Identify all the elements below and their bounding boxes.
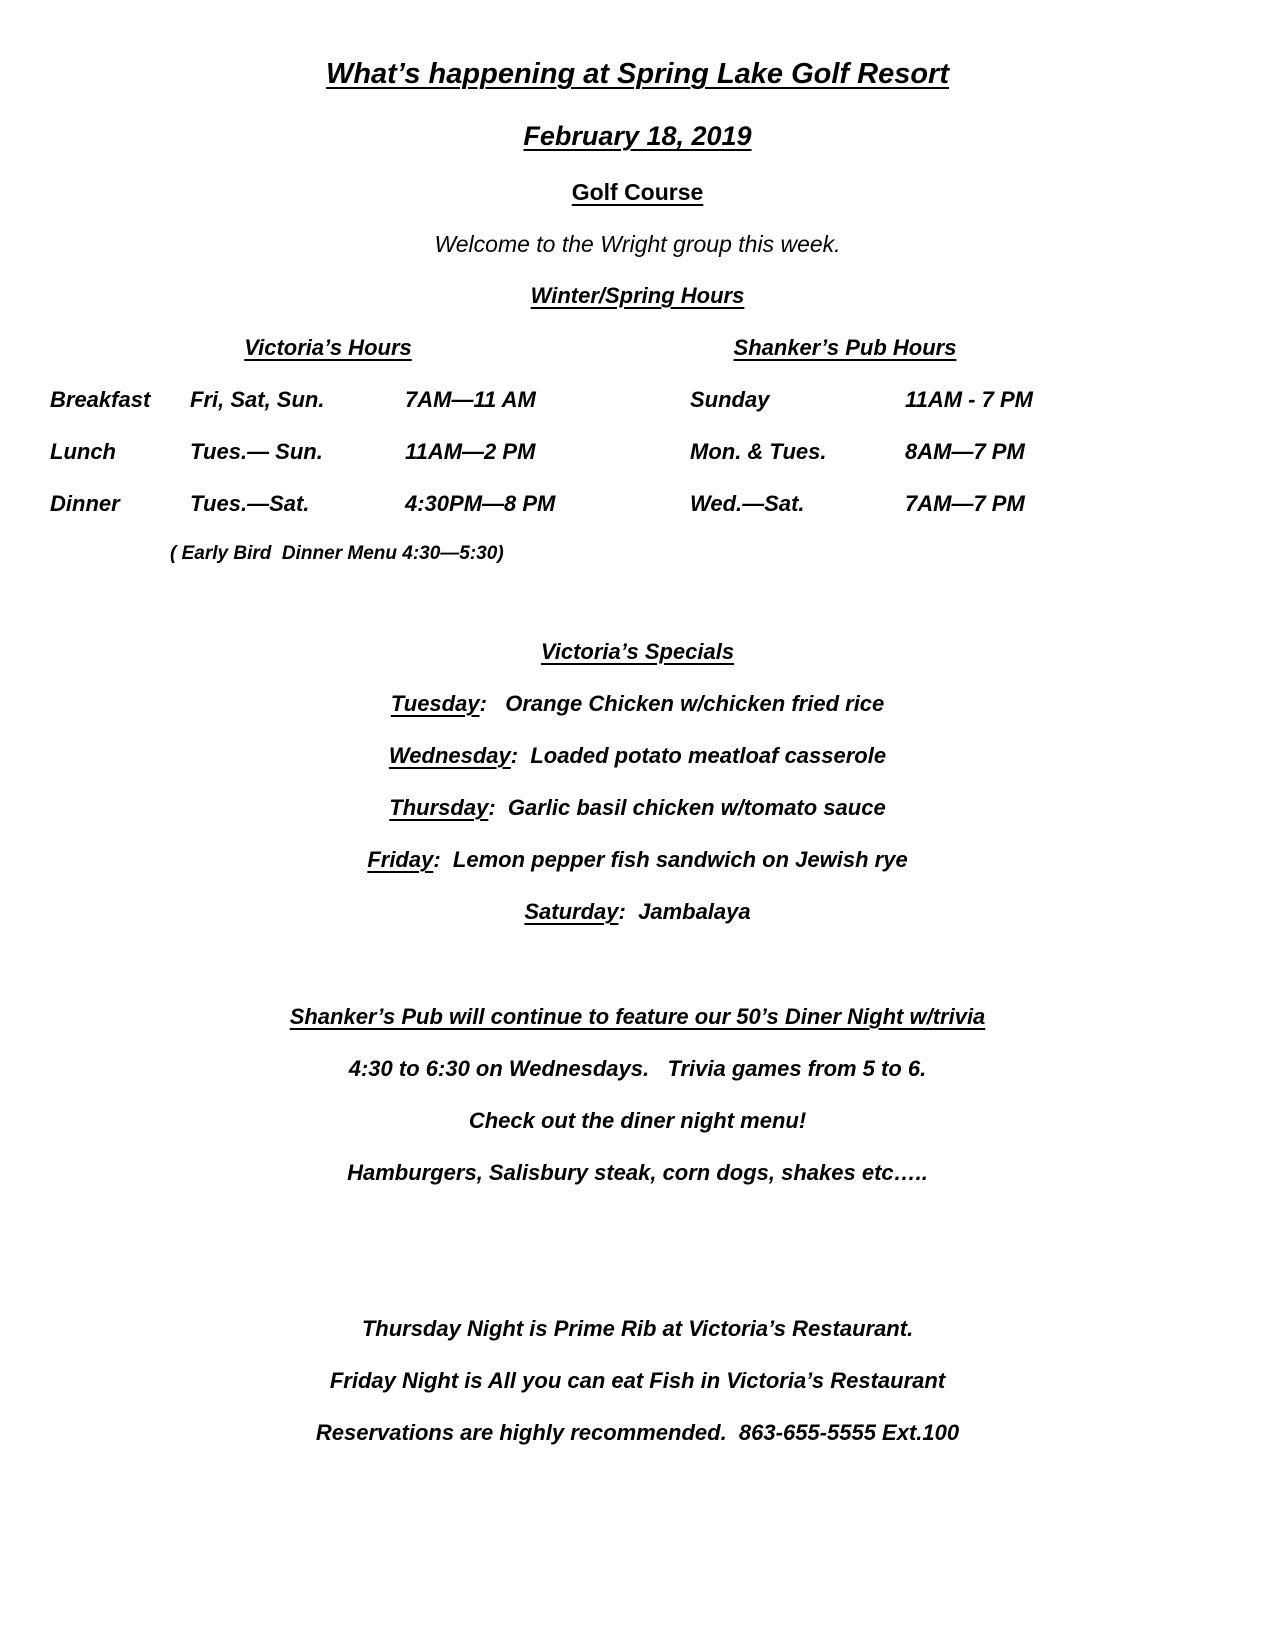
golf-course-heading: Golf Course (571, 179, 704, 205)
page-date-line (0, 110, 1275, 162)
pub-time: 8AM—7 PM (905, 439, 1025, 464)
special-dish: Loaded potato meatloaf casserole (530, 743, 887, 768)
special-item-saturday (0, 886, 1275, 938)
meal-label: Breakfast (50, 387, 151, 412)
special-item-thursday (0, 782, 1275, 834)
pub-days: Mon. & Tues. (690, 439, 827, 464)
victorias-days: Fri, Sat, Sun. (190, 387, 325, 412)
shankers-pub-hours-header: Shanker’s Pub Hours (733, 335, 957, 360)
meal-label: Lunch (50, 439, 116, 464)
page-title: What’s happening at Spring Lake Golf Resort (325, 58, 950, 90)
special-item-wednesday (0, 730, 1275, 782)
special-item-tuesday (0, 678, 1275, 730)
diner-night-headline-line (0, 991, 1275, 1043)
special-dish: Orange Chicken w/chicken fried rice (505, 691, 885, 716)
meal-label: Dinner (50, 491, 120, 516)
victorias-days: Tues.—Sat. (190, 491, 310, 516)
special-separator: : (488, 795, 508, 820)
special-dish: Lemon pepper fish sandwich on Jewish rye (452, 847, 908, 872)
pub-time: 11AM - 7 PM (905, 387, 1033, 412)
special-dish: Jambalaya (638, 899, 751, 924)
diner-night-food-list: Hamburgers, Salisbury steak, corn dogs, shakes etc….. (347, 1160, 928, 1185)
hours-section-line (0, 270, 1275, 322)
diner-night-menu-note: Check out the diner night menu! (468, 1108, 807, 1133)
victorias-time: 4:30PM—8 PM (405, 491, 556, 516)
special-dish: Garlic basil chicken w/tomato sauce (507, 795, 886, 820)
special-separator: : (479, 691, 506, 716)
special-day: Tuesday (390, 691, 480, 716)
special-separator: : (510, 743, 531, 768)
victorias-specials-heading: Victoria’s Specials (540, 639, 735, 664)
winter-spring-hours-heading: Winter/Spring Hours (530, 283, 745, 308)
special-day: Friday (367, 847, 434, 872)
victorias-time: 7AM—11 AM (405, 387, 536, 412)
victorias-days: Tues.— Sun. (190, 439, 323, 464)
diner-night-headline: Shanker’s Pub will continue to feature our 50’s Diner Night w/trivia (289, 1004, 986, 1029)
pub-days: Wed.—Sat. (690, 491, 805, 516)
reservations-note: Reservations are highly recommended. 863-655-5555 Ext.100 (315, 1420, 960, 1445)
golf-course-line (0, 166, 1275, 218)
special-day: Wednesday (388, 743, 511, 768)
special-day: Saturday (524, 899, 619, 924)
pub-days: Sunday (690, 387, 770, 412)
page-title-line (0, 48, 1275, 100)
pub-time: 7AM—7 PM (905, 491, 1025, 516)
special-day: Thursday (389, 795, 489, 820)
special-separator: : (433, 847, 453, 872)
victorias-hours-header: Victoria’s Hours (244, 335, 412, 360)
hours-column-headers (0, 322, 1275, 374)
hours-table (0, 374, 1275, 530)
welcome-note: Welcome to the Wright group this week. (434, 231, 841, 257)
special-item-friday (0, 834, 1275, 886)
thursday-night-note: Thursday Night is Prime Rib at Victoria’s Restaurant. (361, 1316, 914, 1341)
friday-night-note: Friday Night is All you can eat Fish in Victoria’s Restaurant (329, 1368, 946, 1393)
diner-night-times: 4:30 to 6:30 on Wednesdays. Trivia games from 5 to 6. (348, 1056, 927, 1081)
specials-header-line (0, 626, 1275, 678)
special-separator: : (618, 899, 639, 924)
page-date: February 18, 2019 (523, 121, 752, 151)
early-bird-note: ( Early Bird Dinner Menu 4:30—5:30) (170, 543, 504, 564)
victorias-time: 11AM—2 PM (405, 439, 536, 464)
